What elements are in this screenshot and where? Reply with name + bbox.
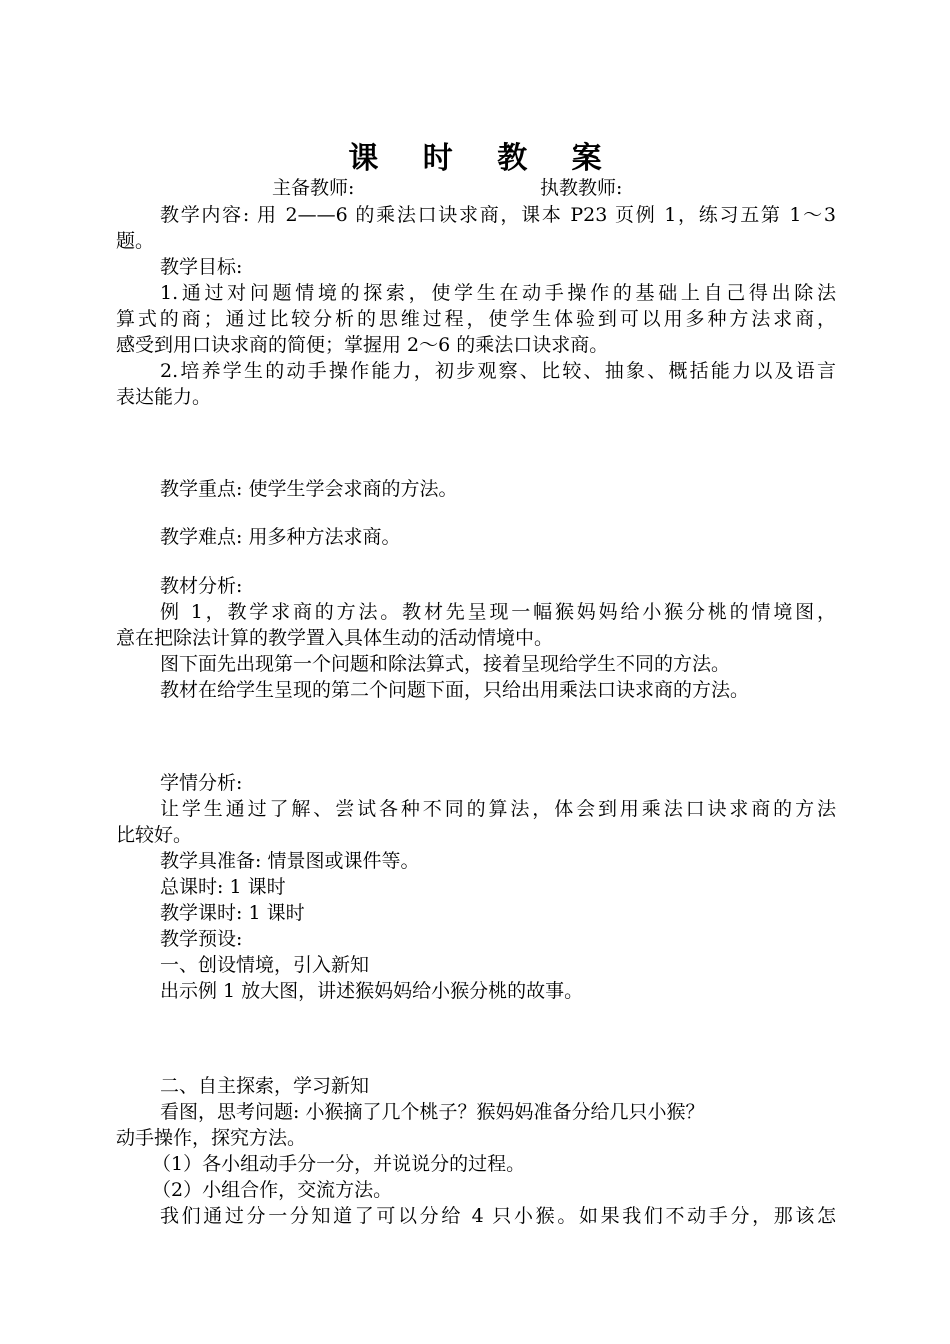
students-line: 让学生通过了解、尝试各种不同的算法，体会到用乘法口诀求商的方法 — [160, 798, 836, 820]
section2-step: （2）小组合作，交流方法。 — [152, 1179, 393, 1201]
material-line: 教材在给学生呈现的第二个问题下面，只给出用乘法口诀求商的方法。 — [160, 679, 750, 701]
teaching-hours: 教学课时: 1 课时 — [160, 902, 305, 924]
prep-line: 教学具准备: 情景图或课件等。 — [160, 850, 420, 872]
key-point: 教学重点: 使学生学会求商的方法。 — [160, 478, 458, 500]
material-line: 意在把除法计算的教学置入具体生动的活动情境中。 — [116, 627, 554, 649]
students-line: 比较好。 — [116, 824, 193, 846]
section1-heading: 一、创设情境，引入新知 — [160, 954, 370, 976]
material-line: 例 1，教学求商的方法。教材先呈现一幅猴妈妈给小猴分桃的情境图， — [160, 601, 836, 623]
section2-line: 看图，思考问题: 小猴摘了几个桃子？猴妈妈准备分给几只小猴？ — [160, 1101, 705, 1123]
plan-heading: 教学预设: — [160, 928, 243, 950]
section2-step: （1）各小组动手分一分，并说说分的过程。 — [152, 1153, 526, 1175]
difficulty: 教学难点: 用多种方法求商。 — [160, 526, 401, 548]
total-hours: 总课时: 1 课时 — [160, 876, 286, 898]
students-heading: 学情分析: — [160, 772, 243, 794]
objectives-heading: 教学目标: — [160, 256, 243, 278]
content-line: 教学内容: 用 2——6 的乘法口诀求商，课本 P23 页例 1，练习五第 1～3 — [160, 204, 836, 226]
lead-teacher-label: 主备教师: — [272, 177, 355, 199]
material-heading: 教材分析: — [160, 575, 243, 597]
objective-line: 表达能力。 — [116, 386, 212, 408]
section2-heading: 二、自主探索，学习新知 — [160, 1075, 370, 1097]
title-char: 时 — [422, 141, 453, 176]
objective-line: 算式的商；通过比较分析的思维过程，使学生体验到可以用多种方法求商， — [116, 308, 836, 330]
objective-line: 2.培养学生的动手操作能力，初步观察、比较、抽象、概括能力以及语言 — [160, 360, 836, 382]
page-title — [0, 133, 950, 177]
teaching-teacher-label: 执教教师: — [540, 177, 623, 199]
objective-line: 感受到用口诀求商的简便；掌握用 2～6 的乘法口诀求商。 — [116, 334, 609, 356]
title-char: 教 — [497, 141, 528, 176]
content-line: 题。 — [116, 230, 155, 252]
material-line: 图下面先出现第一个问题和除法算式，接着呈现给学生不同的方法。 — [160, 653, 731, 675]
section2-line: 动手操作，探究方法。 — [116, 1127, 307, 1149]
title-char: 案 — [571, 141, 602, 176]
title-char: 课 — [348, 141, 379, 176]
objective-line: 1.通过对问题情境的探索，使学生在动手操作的基础上自己得出除法 — [160, 282, 836, 304]
section2-line: 我们通过分一分知道了可以分给 4 只小猴。如果我们不动手分，那该怎 — [160, 1205, 836, 1227]
section1-line: 出示例 1 放大图，讲述猴妈妈给小猴分桃的故事。 — [160, 980, 584, 1002]
